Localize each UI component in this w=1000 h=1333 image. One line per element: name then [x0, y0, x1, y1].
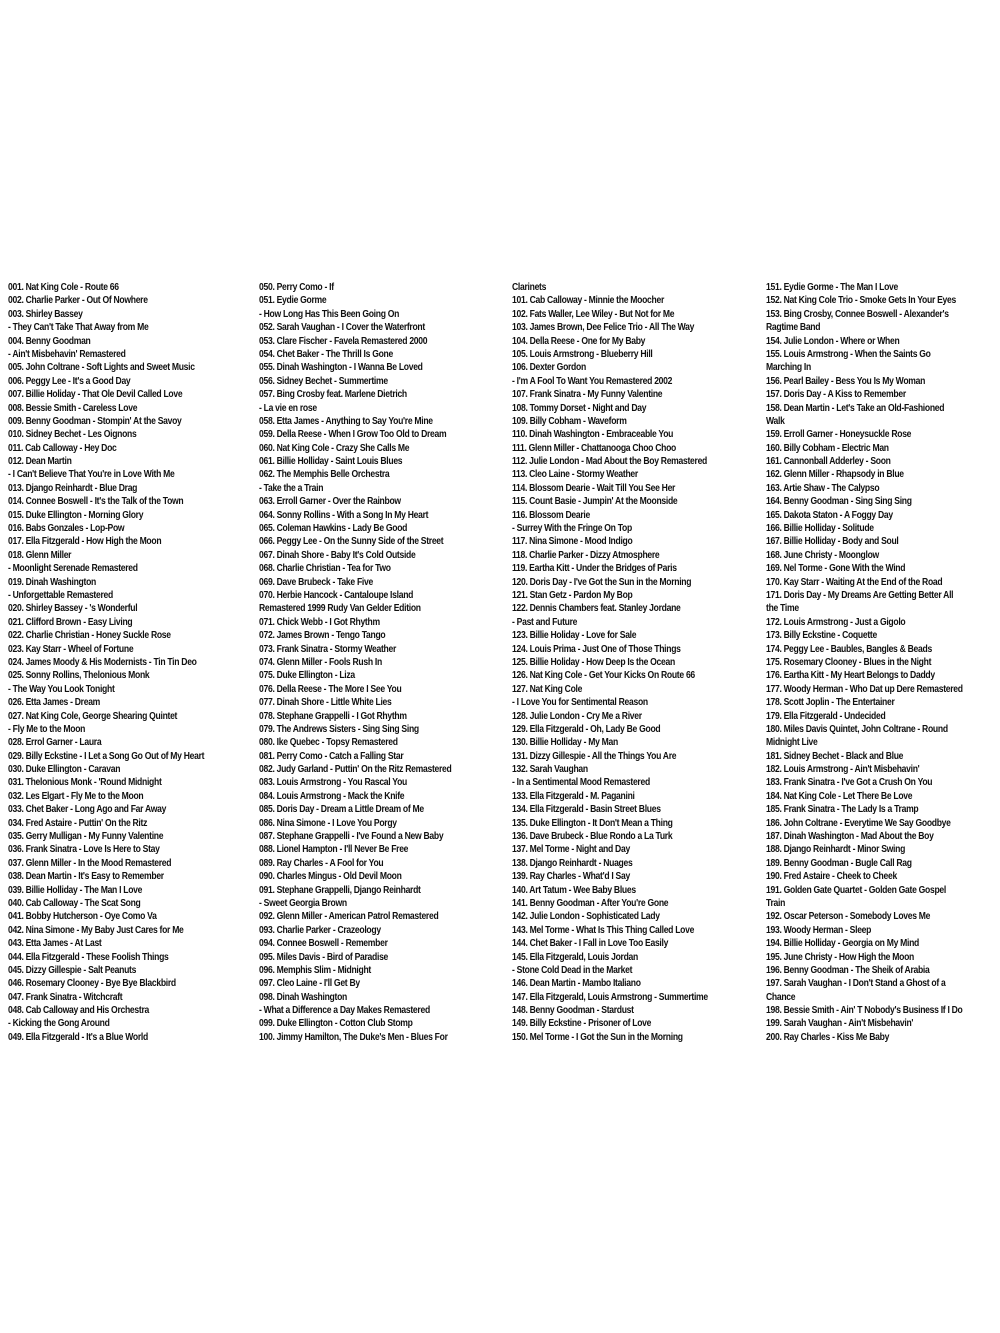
track-line: 185. Frank Sinatra - The Lady Is a Tramp	[766, 804, 919, 816]
track-line: 175. Rosemary Clooney - Blues in the Night	[766, 656, 932, 668]
track-line: 007. Billie Holiday - That Ole Devil Called Love	[8, 389, 183, 401]
track-line: 124. Louis Prima - Just One of Those Things	[512, 643, 681, 655]
tracklist-column-1	[8, 281, 204, 1044]
track-line: 080. Ike Quebec - Topsy Remastered	[259, 737, 398, 749]
track-line: 110. Dinah Washington - Embraceable You	[512, 429, 674, 441]
track-line: 065. Coleman Hawkins - Lady Be Good	[259, 523, 408, 535]
track-line: 032. Les Elgart - Fly Me to the Moon	[8, 790, 144, 802]
track-line: 002. Charlie Parker - Out Of Nowhere	[8, 295, 148, 307]
track-line: 142. Julie London - Sophisticated Lady	[512, 911, 660, 923]
track-line: Train	[766, 897, 786, 909]
track-line: - Take the a Train	[259, 482, 324, 494]
track-line: 107. Frank Sinatra - My Funny Valentine	[512, 389, 663, 401]
track-line: 101. Cab Calloway - Minnie the Moocher	[512, 295, 665, 307]
track-line: 169. Nel Torme - Gone With the Wind	[766, 563, 906, 575]
track-line: 197. Sarah Vaughan - I Don't Stand a Ghost of a	[766, 978, 946, 990]
track-line: 053. Clare Fischer - Favela Remastered 2000	[259, 335, 428, 347]
track-line: 081. Perry Como - Catch a Falling Star	[259, 750, 404, 762]
track-line: 088. Lionel Hampton - I'll Never Be Free	[259, 844, 409, 856]
track-line: 132. Sarah Vaughan	[512, 764, 588, 776]
track-line: 112. Julie London - Mad About the Boy Remastered	[512, 456, 708, 468]
track-line: 121. Stan Getz - Pardon My Bop	[512, 589, 633, 601]
track-line: 001. Nat King Cole - Route 66	[8, 282, 119, 293]
track-line: 170. Kay Starr - Waiting At the End of the Road	[766, 576, 943, 588]
track-line: 013. Django Reinhardt - Blue Drag	[8, 482, 138, 494]
track-line: 192. Oscar Peterson - Somebody Loves Me	[766, 911, 931, 923]
track-line: 097. Cleo Laine - I'll Get By	[259, 978, 360, 990]
track-line: 127. Nat King Cole	[512, 683, 583, 695]
track-line: 117. Nina Simone - Mood Indigo	[512, 536, 633, 548]
track-line: - Kicking the Gong Around	[8, 1018, 110, 1030]
track-line: 006. Peggy Lee - It's a Good Day	[8, 375, 131, 387]
track-line: 154. Julie London - Where or When	[766, 335, 900, 347]
track-line: 119. Eartha Kitt - Under the Bridges of Paris	[512, 563, 677, 575]
track-line: 037. Glenn Miller - In the Mood Remastered	[8, 857, 172, 869]
track-line: 136. Dave Brubeck - Blue Rondo a La Turk	[512, 831, 673, 843]
track-line: 072. James Brown - Tengo Tango	[259, 630, 386, 642]
track-line: - Unforgettable Remastered	[8, 589, 113, 601]
track-line: 055. Dinah Washington - I Wanna Be Loved	[259, 362, 423, 374]
track-line: 084. Louis Armstrong - Mack the Knife	[259, 790, 405, 802]
track-line: 108. Tommy Dorset - Night and Day	[512, 402, 647, 414]
track-line: 082. Judy Garland - Puttin' On the Ritz Remastered	[259, 764, 452, 776]
track-line: 167. Billie Holliday - Body and Soul	[766, 536, 899, 548]
tracklist-column-3	[512, 281, 708, 1044]
track-line: 125. Billie Holiday - How Deep Is the Ocean	[512, 656, 675, 668]
track-line: 176. Eartha Kitt - My Heart Belongs to Daddy	[766, 670, 935, 682]
track-line: 137. Mel Torme - Night and Day	[512, 844, 630, 856]
track-line: 159. Erroll Garner - Honeysuckle Rose	[766, 429, 912, 441]
track-line: 140. Art Tatum - Wee Baby Blues	[512, 884, 636, 896]
track-line: 168. June Christy - Moonglow	[766, 549, 879, 561]
track-line: 126. Nat King Cole - Get Your Kicks On Route 66	[512, 670, 695, 682]
track-line: 036. Frank Sinatra - Love Is Here to Stay	[8, 844, 160, 856]
track-line: 163. Artie Shaw - The Calypso	[766, 482, 880, 494]
track-line: 111. Glenn Miller - Chattanooga Choo Choo	[512, 442, 676, 454]
track-line: 120. Doris Day - I've Got the Sun in the Morning	[512, 576, 692, 588]
track-line: 045. Dizzy Gillespie - Salt Peanuts	[8, 964, 137, 976]
track-line: 027. Nat King Cole, George Shearing Quintet	[8, 710, 178, 722]
track-line: 086. Nina Simone - I Love You Porgy	[259, 817, 397, 829]
track-line: the Time	[766, 603, 799, 615]
track-line: 103. James Brown, Dee Felice Trio - All The Way	[512, 322, 695, 334]
track-line: 144. Chet Baker - I Fall in Love Too Easily	[512, 938, 669, 950]
track-line: 026. Etta James - Dream	[8, 697, 101, 709]
track-line: Walk	[766, 415, 785, 427]
track-line: 092. Glenn Miller - American Patrol Remastered	[259, 911, 439, 923]
track-line: - Sweet Georgia Brown	[259, 897, 347, 909]
track-line: 181. Sidney Bechet - Black and Blue	[766, 750, 904, 762]
track-line: 077. Dinah Shore - Little White Lies	[259, 697, 392, 709]
track-line: 109. Billy Cobham - Waveform	[512, 415, 627, 427]
tracklist-sheet	[0, 281, 1000, 1051]
track-line: 177. Woody Herman - Who Dat up Dere Remastered	[766, 683, 963, 695]
track-line: - I'm A Fool To Want You Remastered 2002	[512, 375, 673, 387]
track-line: 180. Miles Davis Quintet, John Coltrane - Round	[766, 723, 948, 735]
track-line: 031. Thelonious Monk - 'Round Midnight	[8, 777, 162, 789]
track-line: 105. Louis Armstrong - Blueberry Hill	[512, 348, 653, 360]
track-line: 091. Stephane Grappelli, Django Reinhardt	[259, 884, 421, 896]
track-line: 052. Sarah Vaughan - I Cover the Waterfront	[259, 322, 425, 334]
track-line: 141. Benny Goodman - After You're Gone	[512, 897, 669, 909]
track-line: 143. Mel Torme - What Is This Thing Called Love	[512, 924, 695, 936]
track-line: 134. Ella Fitzgerald - Basin Street Blues	[512, 804, 661, 816]
track-line: 075. Duke Ellington - Liza	[259, 670, 355, 682]
track-line: 062. The Memphis Belle Orchestra	[259, 469, 390, 481]
track-line: 172. Louis Armstrong - Just a Gigolo	[766, 616, 906, 628]
track-line: 095. Miles Davis - Bird of Paradise	[259, 951, 389, 963]
track-line: 100. Jimmy Hamilton, The Duke's Men - Blues For	[259, 1031, 448, 1043]
track-line: 155. Louis Armstrong - When the Saints Go	[766, 348, 931, 360]
track-line: 019. Dinah Washington	[8, 576, 96, 588]
track-line: 049. Ella Fitzgerald - It's a Blue World	[8, 1031, 148, 1043]
track-line: 005. John Coltrane - Soft Lights and Sweet Music	[8, 362, 195, 374]
track-line: 061. Billie Holliday - Saint Louis Blues	[259, 456, 403, 468]
track-line: 010. Sidney Bechet - Les Oignons	[8, 429, 137, 441]
track-line: 131. Dizzy Gillespie - All the Things You Are	[512, 750, 677, 762]
track-line: 022. Charlie Christian - Honey Suckle Rose	[8, 630, 171, 642]
track-line: Remastered 1999 Rudy Van Gelder Edition	[259, 603, 421, 615]
track-line: 187. Dinah Washington - Mad About the Boy	[766, 831, 934, 843]
track-line: 157. Doris Day - A Kiss to Remember	[766, 389, 906, 401]
track-line: 151. Eydie Gorme - The Man I Love	[766, 282, 899, 293]
track-line: 184. Nat King Cole - Let There Be Love	[766, 790, 913, 802]
track-line: 183. Frank Sinatra - I've Got a Crush On You	[766, 777, 933, 789]
track-line: 071. Chick Webb - I Got Rhythm	[259, 616, 380, 628]
track-line: - La vie en rose	[259, 402, 317, 414]
track-line: - Stone Cold Dead in the Market	[512, 964, 633, 976]
track-line: 138. Django Reinhardt - Nuages	[512, 857, 633, 869]
track-line: 191. Golden Gate Quartet - Golden Gate Gospel	[766, 884, 947, 896]
track-line: 194. Billie Holliday - Georgia on My Mind	[766, 938, 919, 950]
track-line: 003. Shirley Bassey	[8, 308, 83, 320]
track-line: 016. Babs Gonzales - Lop-Pow	[8, 523, 125, 535]
track-line: 017. Ella Fitzgerald - How High the Moon	[8, 536, 162, 548]
track-line: 085. Doris Day - Dream a Little Dream of Me	[259, 804, 424, 816]
track-line: 171. Doris Day - My Dreams Are Getting Better All	[766, 589, 954, 601]
track-line: 182. Louis Armstrong - Ain't Misbehavin'	[766, 764, 920, 776]
track-line: 034. Fred Astaire - Puttin' On the Ritz	[8, 817, 148, 829]
track-line: 090. Charles Mingus - Old Devil Moon	[259, 871, 402, 883]
track-line: 041. Bobby Hutcherson - Oye Como Va	[8, 911, 157, 923]
track-line: - How Long Has This Been Going On	[259, 308, 400, 320]
track-line: 195. June Christy - How High the Moon	[766, 951, 914, 963]
track-line: 064. Sonny Rollins - With a Song In My Heart	[259, 509, 429, 521]
track-line: 028. Errol Garner - Laura	[8, 737, 102, 749]
track-line: 189. Benny Goodman - Bugle Call Rag	[766, 857, 912, 869]
track-line: 070. Herbie Hancock - Cantaloupe Island	[259, 589, 414, 601]
track-line: 123. Billie Holiday - Love for Sale	[512, 630, 637, 642]
track-line: 076. Della Reese - The More I See You	[259, 683, 402, 695]
track-line: 093. Charlie Parker - Crazeology	[259, 924, 381, 936]
track-line: 148. Benny Goodman - Stardust	[512, 1005, 634, 1017]
track-line: 014. Connee Boswell - It's the Talk of the Town	[8, 496, 184, 508]
track-line: 043. Etta James - At Last	[8, 938, 102, 950]
track-line: 139. Ray Charles - What'd I Say	[512, 871, 630, 883]
track-line: 186. John Coltrane - Everytime We Say Goodbye	[766, 817, 951, 829]
track-line: 160. Billy Cobham - Electric Man	[766, 442, 889, 454]
track-line: 030. Duke Ellington - Caravan	[8, 764, 121, 776]
track-line: 179. Ella Fitzgerald - Undecided	[766, 710, 886, 722]
track-line: 029. Billy Eckstine - I Let a Song Go Out of My Heart	[8, 750, 205, 762]
track-line: 104. Della Reese - One for My Baby	[512, 335, 646, 347]
track-line: 099. Duke Ellington - Cotton Club Stomp	[259, 1018, 413, 1030]
track-line: 060. Nat King Cole - Crazy She Calls Me	[259, 442, 410, 454]
track-line: - Past and Future	[512, 616, 578, 628]
track-line: 025. Sonny Rollins, Thelonious Monk	[8, 670, 150, 682]
track-line: 106. Dexter Gordon	[512, 362, 586, 374]
track-line: 130. Billie Holliday - My Man	[512, 737, 618, 749]
track-line: 196. Benny Goodman - The Sheik of Arabia	[766, 964, 930, 976]
track-line: 153. Bing Crosby, Connee Boswell - Alexander's	[766, 308, 949, 320]
track-line: 174. Peggy Lee - Baubles, Bangles & Beads	[766, 643, 932, 655]
track-line: 115. Count Basie - Jumpin' At the Moonside	[512, 496, 678, 508]
track-line: 068. Charlie Christian - Tea for Two	[259, 563, 391, 575]
tracklist-column-4	[766, 281, 963, 1044]
track-line: 145. Ella Fitzgerald, Louis Jordan	[512, 951, 638, 963]
track-line: 135. Duke Ellington - It Don't Mean a Thing	[512, 817, 673, 829]
track-line: - In a Sentimental Mood Remastered	[512, 777, 650, 789]
track-line: 200. Ray Charles - Kiss Me Baby	[766, 1031, 890, 1043]
track-line: 038. Dean Martin - It's Easy to Remember	[8, 871, 164, 883]
track-line: 056. Sidney Bechet - Summertime	[259, 375, 388, 387]
track-line: - What a Difference a Day Makes Remastered	[259, 1005, 430, 1017]
track-line: 047. Frank Sinatra - Witchcraft	[8, 991, 123, 1003]
track-line: 033. Chet Baker - Long Ago and Far Away	[8, 804, 167, 816]
track-line: 021. Clifford Brown - Easy Living	[8, 616, 133, 628]
track-line: 044. Ella Fitzgerald - These Foolish Things	[8, 951, 169, 963]
track-line: 149. Billy Eckstine - Prisoner of Love	[512, 1018, 652, 1030]
track-line: 046. Rosemary Clooney - Bye Bye Blackbird	[8, 978, 176, 990]
track-line: Chance	[766, 991, 796, 1003]
track-line: 178. Scott Joplin - The Entertainer	[766, 697, 895, 709]
track-line: 116. Blossom Dearie	[512, 509, 590, 521]
track-line: 058. Etta James - Anything to Say You're Mine	[259, 415, 433, 427]
track-line: 166. Billie Holliday - Solitude	[766, 523, 874, 535]
track-line: 156. Pearl Bailey - Bess You Is My Woman	[766, 375, 926, 387]
track-line: Midnight Live	[766, 737, 818, 749]
track-line: 165. Dakota Staton - A Foggy Day	[766, 509, 893, 521]
track-line: 073. Frank Sinatra - Stormy Weather	[259, 643, 396, 655]
track-line: 087. Stephane Grappelli - I've Found a New Baby	[259, 831, 444, 843]
track-line: 146. Dean Martin - Mambo Italiano	[512, 978, 641, 990]
track-line: 094. Connee Boswell - Remember	[259, 938, 388, 950]
track-line: 004. Benny Goodman	[8, 335, 91, 347]
track-line: 011. Cab Calloway - Hey Doc	[8, 442, 117, 454]
track-line: - Surrey With the Fringe On Top	[512, 523, 632, 535]
track-line: 198. Bessie Smith - Ain' T Nobody's Business If I Do	[766, 1005, 963, 1017]
track-line: 129. Ella Fitzgerald - Oh, Lady Be Good	[512, 723, 661, 735]
track-line: - Fly Me to the Moon	[8, 723, 86, 735]
track-line: 190. Fred Astaire - Cheek to Cheek	[766, 871, 897, 883]
track-line: 040. Cab Calloway - The Scat Song	[8, 897, 141, 909]
track-line: 122. Dennis Chambers feat. Stanley Jordane	[512, 603, 681, 615]
track-line: 173. Billy Eckstine - Coquette	[766, 630, 877, 642]
track-line: 020. Shirley Bassey - 's Wonderful	[8, 603, 138, 615]
track-line: 102. Fats Waller, Lee Wiley - But Not for Me	[512, 308, 675, 320]
track-line: 057. Bing Crosby feat. Marlene Dietrich	[259, 389, 407, 401]
track-line: 199. Sarah Vaughan - Ain't Misbehavin'	[766, 1018, 914, 1030]
track-line: 051. Eydie Gorme	[259, 295, 327, 307]
track-line: 008. Bessie Smith - Careless Love	[8, 402, 138, 414]
track-line: Ragtime Band	[766, 322, 821, 334]
track-line: 162. Glenn Miller - Rhapsody in Blue	[766, 469, 904, 481]
track-line: 050. Perry Como - If	[259, 282, 334, 293]
track-line: - Ain't Misbehavin' Remastered	[8, 348, 126, 360]
track-line: 147. Ella Fitzgerald, Louis Armstrong - Summertime	[512, 991, 708, 1003]
track-line: - They Can't Take That Away from Me	[8, 322, 149, 334]
track-line: 118. Charlie Parker - Dizzy Atmosphere	[512, 549, 660, 561]
track-line: 048. Cab Calloway and His Orchestra	[8, 1005, 149, 1017]
track-line: 059. Della Reese - When I Grow Too Old to Dream	[259, 429, 447, 441]
track-line: 054. Chet Baker - The Thrill Is Gone	[259, 348, 393, 360]
track-line: 113. Cleo Laine - Stormy Weather	[512, 469, 638, 481]
track-line: 074. Glenn Miller - Fools Rush In	[259, 656, 382, 668]
track-line: 078. Stephane Grappelli - I Got Rhythm	[259, 710, 407, 722]
track-line: 089. Ray Charles - A Fool for You	[259, 857, 384, 869]
track-line: 066. Peggy Lee - On the Sunny Side of the Street	[259, 536, 444, 548]
track-line: 079. The Andrews Sisters - Sing Sing Sing	[259, 723, 419, 735]
track-line: Marching In	[766, 362, 811, 374]
track-line: 164. Benny Goodman - Sing Sing Sing	[766, 496, 912, 508]
track-line: 114. Blossom Dearie - Wait Till You See Her	[512, 482, 676, 494]
track-line: 158. Dean Martin - Let's Take an Old-Fashioned	[766, 402, 945, 414]
track-line: 024. James Moody & His Modernists - Tin Tin Deo	[8, 656, 197, 668]
track-line: 018. Glenn Miller	[8, 549, 72, 561]
track-line: 188. Django Reinhardt - Minor Swing	[766, 844, 906, 856]
track-line: 193. Woody Herman - Sleep	[766, 924, 872, 936]
track-line: 161. Cannonball Adderley - Soon	[766, 456, 891, 468]
track-line: 150. Mel Torme - I Got the Sun in the Morning	[512, 1031, 683, 1043]
track-line: - The Way You Look Tonight	[8, 683, 115, 695]
track-line: 098. Dinah Washington	[259, 991, 347, 1003]
track-line: 023. Kay Starr - Wheel of Fortune	[8, 643, 134, 655]
track-line: 009. Benny Goodman - Stompin' At the Savoy	[8, 415, 182, 427]
track-line: 067. Dinah Shore - Baby It's Cold Outside	[259, 549, 416, 561]
track-line: 039. Billie Holliday - The Man I Love	[8, 884, 143, 896]
track-line: Clarinets	[512, 282, 547, 293]
track-line: 015. Duke Ellington - Morning Glory	[8, 509, 144, 521]
track-line: 128. Julie London - Cry Me a River	[512, 710, 642, 722]
track-line: 096. Memphis Slim - Midnight	[259, 964, 371, 976]
track-line: 133. Ella Fitzgerald - M. Paganini	[512, 790, 635, 802]
track-line: - I Love You for Sentimental Reason	[512, 697, 648, 709]
track-line: 069. Dave Brubeck - Take Five	[259, 576, 373, 588]
track-line: - I Can't Believe That You're in Love With Me	[8, 469, 175, 481]
track-line: 083. Louis Armstrong - You Rascal You	[259, 777, 408, 789]
track-line: 035. Gerry Mulligan - My Funny Valentine	[8, 831, 164, 843]
track-line: 042. Nina Simone - My Baby Just Cares for Me	[8, 924, 184, 936]
track-line: 152. Nat King Cole Trio - Smoke Gets In Your Eyes	[766, 295, 956, 307]
track-line: 063. Erroll Garner - Over the Rainbow	[259, 496, 401, 508]
track-line: - Moonlight Serenade Remastered	[8, 563, 138, 575]
tracklist-column-2	[259, 281, 451, 1044]
track-line: 012. Dean Martin	[8, 456, 72, 468]
